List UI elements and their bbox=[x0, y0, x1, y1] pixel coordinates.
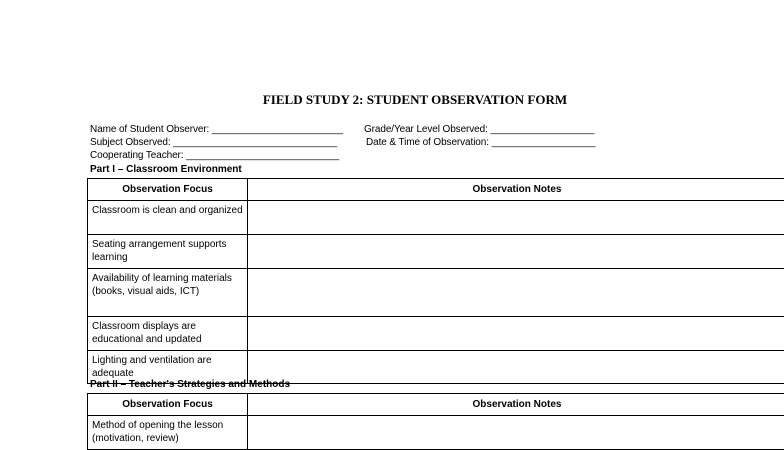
part1-heading: Part I – Classroom Environment bbox=[90, 164, 242, 175]
focus-cell: Classroom is clean and organized bbox=[88, 201, 248, 235]
notes-cell[interactable] bbox=[248, 416, 784, 450]
grade-level-field[interactable]: Grade/Year Level Observed: ___________________ bbox=[364, 124, 594, 135]
notes-cell[interactable] bbox=[248, 235, 784, 269]
header-notes: Observation Notes bbox=[248, 394, 784, 416]
form-title: FIELD STUDY 2: STUDENT OBSERVATION FORM bbox=[0, 92, 784, 108]
focus-cell: Lighting and ventilation are adequate bbox=[88, 351, 248, 384]
table-row bbox=[88, 269, 784, 317]
part1-table bbox=[87, 178, 784, 384]
header-notes: Observation Notes bbox=[248, 179, 784, 201]
student-observer-field[interactable]: Name of Student Observer: ________________________ bbox=[90, 124, 343, 135]
part2-heading: Part II – Teacher's Strategies and Methods bbox=[90, 379, 290, 390]
notes-cell[interactable] bbox=[248, 317, 784, 351]
focus-cell: Classroom displays are educational and updated bbox=[88, 317, 248, 351]
date-time-field[interactable]: Date & Time of Observation: ___________________ bbox=[366, 137, 595, 148]
table-row bbox=[88, 235, 784, 269]
notes-cell[interactable] bbox=[248, 269, 784, 317]
table-row bbox=[88, 416, 784, 450]
table-row bbox=[88, 317, 784, 351]
subject-field[interactable]: Subject Observed: ______________________________ bbox=[90, 137, 337, 148]
part2-table bbox=[87, 393, 784, 450]
focus-cell: Availability of learning materials (books, visual aids, ICT) bbox=[88, 269, 248, 317]
focus-cell: Method of opening the lesson (motivation, review) bbox=[88, 416, 248, 450]
focus-cell: Seating arrangement supports learning bbox=[88, 235, 248, 269]
header-focus: Observation Focus bbox=[88, 179, 248, 201]
table-row bbox=[88, 201, 784, 235]
notes-cell[interactable] bbox=[248, 201, 784, 235]
header-focus: Observation Focus bbox=[88, 394, 248, 416]
cooperating-teacher-field[interactable]: Cooperating Teacher: ____________________________ bbox=[90, 150, 339, 161]
notes-cell[interactable] bbox=[248, 351, 784, 384]
